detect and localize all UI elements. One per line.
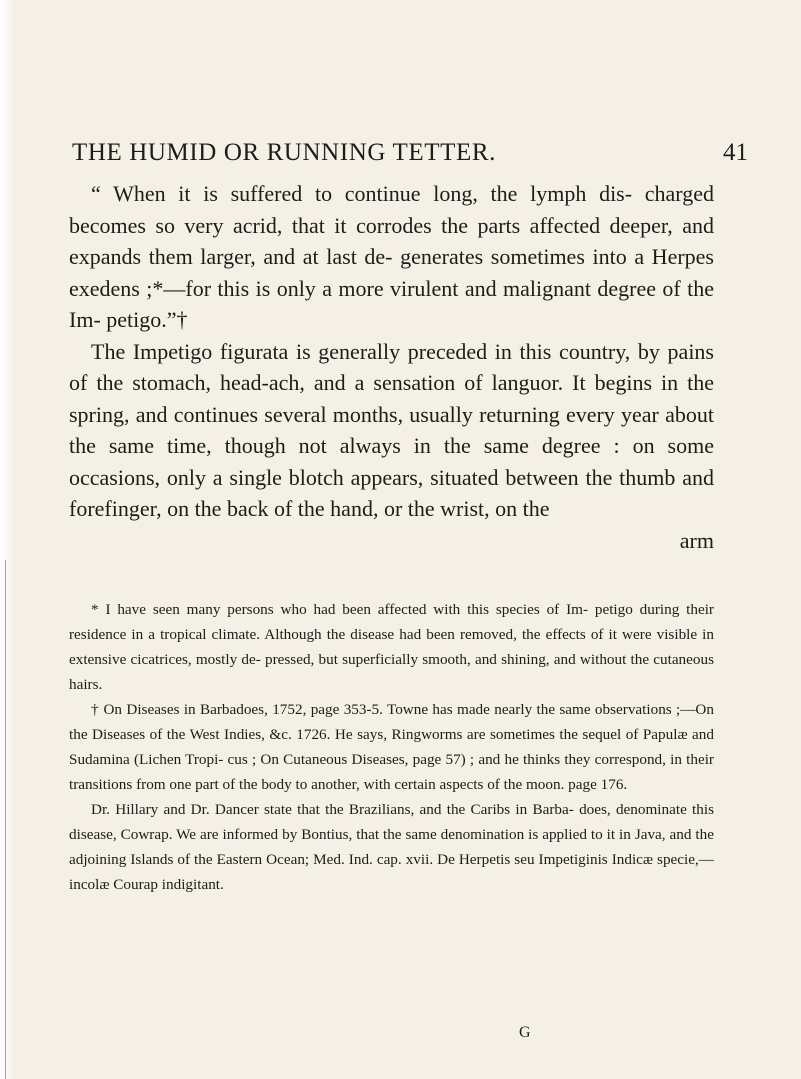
main-text [69, 178, 714, 556]
footnote-dagger: † On Diseases in Barbadoes, 1752, page 353-5. Towne has made nearly the same observations ;—On the Diseases of the West Indies, &c. 1726. He says, Ringworms are sometimes the sequel of Papulæ and Sudamina (Lichen Tropi- cus ; On Cutaneous Diseases, page 57) ; and he thinks they correspond, in their transitions from one part of the body to another, with certain aspects of the moon. page 176. [69, 701, 714, 793]
page-number: 41 [723, 139, 748, 166]
running-head [36, 139, 748, 173]
footnote-star: * I have seen many persons who had been affected with this species of Im- petigo during their residence in a tropical climate. Although the disease had been removed, the effects of it were visible in extensive cicatrices, mostly de- pressed, but superficially smooth, and shining, and without the cutaneous hairs. [69, 601, 714, 693]
body-paragraph-2: The Impetigo figurata is generally preceded in this country, by pains of the stomach, head-ach, and a sensation of languor. It begins in the spring, and continues several months, usually returning every year about the same time, though not always in the same degree : on some occasions, only a single blotch appears, situated between the thumb and forefinger, on the back of the hand, or the wrist, on the [69, 338, 714, 521]
footnotes [69, 597, 714, 897]
body-paragraph-1: “ When it is suffered to continue long, the lymph dis- charged becomes so very acrid, that it corrodes the parts affected deeper, and expands them larger, and at last de- generates sometimes into a Herpes exedens ;*—for this is only a more virulent and malignant degree of the Im- petigo.”† [69, 181, 714, 332]
running-title: THE HUMID OR RUNNING TETTER. [72, 139, 496, 166]
footnote-continued: Dr. Hillary and Dr. Dancer state that the Brazilians, and the Caribs in Barba- does, denominate this disease, Cowrap. We are informed by Bontius, that the same denomination is applied to it in Java, and the adjoining Islands of the Eastern Ocean; Med. Ind. cap. xvii. De Herpetis seu Impetiginis Indicæ specie,—incolæ Courap indigitant. [69, 801, 714, 893]
binding-shadow-line [5, 560, 6, 1079]
catchword: arm [679, 527, 714, 553]
signature-mark: G [519, 1024, 531, 1041]
page-edge [0, 0, 14, 1079]
